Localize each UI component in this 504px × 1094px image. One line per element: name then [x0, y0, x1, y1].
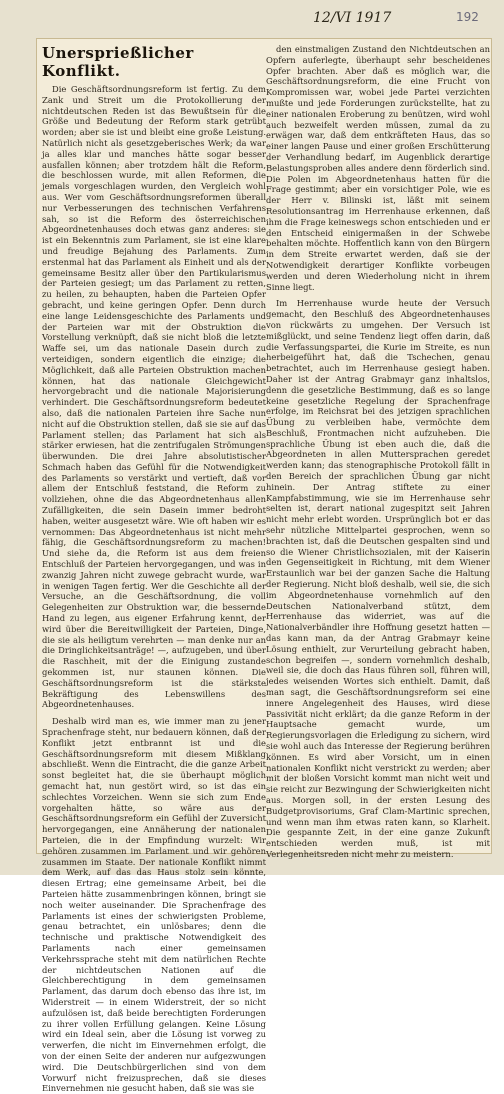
newspaper-clipping — [36, 38, 492, 1094]
article-column-left — [42, 44, 266, 1094]
page-number: 192 — [456, 10, 479, 24]
article-title: Unersprießlicher Konflikt. — [42, 44, 194, 80]
article-paragraph: Deshalb wird man es, wie immer man zu jener Sprachenfrage steht, nur bedauern können, daß der Konflikt jetzt entbrannt ist und die Geschäftsordnungsreform mit diesem Mißklang abschließt. Wenn die Eintracht, die die ganze Arbeit sonst begleitet hat, die sie überhaupt möglich gemacht hat, nun gestört wird, so ist das ein schlechtes Vorzeichen. Wenn sie sich zum Ende vorgehalten hätte, so wäre aus der Geschäftsordnungsreform ein Gefühl der Zuversicht hervorgegangen, eine Annäherung der nationalen Parteien, die in der Empfindung wurzelt: Wir gehören zusammen im Parlament und wir gehören zusammen im Staate. Der nationale Konflikt nimmt dem Werk, auf das das Haus stolz sein könnte, diesen Ertrag; eine gemeinsame Arbeit, bei die Parteien hätte zusammenbringen können, bringt sie noch weiter auseinander. Die Sprachenfrage des Parlaments ist eines der schwierigsten Probleme, genau betrachtet, ein unlösbares; denn die technische und praktische Notwendigkeit des Parlaments nach einer gemeinsamen Verkehrssprache steht mit dem natürlichen Rechte der nichtdeutschen Nationen auf die Gleichberechtigung in dem gemeinsamen Parlament, das darum doch ebenso das ihre ist, im Widerstreit — in einem Widerstreit, der so nicht aufzulösen ist, daß beide berechtigten Forderungen zu ihrer vollen Erfüllung gelangen. Keine Lösung wird ein Ideal sein, aber die Lösung ist vorweg zu verwerfen, die nicht im Einvernehmen erfolgt, die von der einen Seite der anderen nur aufgezwungen wird. Die Deutschbürgerlichen sind von dem Vorwurf nicht freizusprechen, daß sie dieses Einvernehmen nie gesucht haben, daß sie was sie — [42, 716, 266, 1094]
article-paragraph: Die Geschäftsordnungsreform ist fertig. Zu dem Zank und Streit um die Protokollierung der nichtdeutschen Reden ist das Bewußtsein für die Größe und Bedeutung der Reform stark getrübt worden; aber sie ist und bleibt eine große Leistung. Natürlich nicht als gesetzgeberisches Werk; da war ja alles klar und manches hätte sogar besser ausfallen können; aber trotzdem hält die Reform, die beschlossen wurde, mit allen Reformen, die jemals vorgeschlagen wurden, den Vergleich wohl aus. Wer vom Geschäftsordnungsreformen überall nur Verbesserungen des technischen Verfahrens sah, so ist die Reform des österreichischen Abgeordnetenhauses doch etwas ganz anderes: sie ist ein Bekenntnis zum Parlament, sie ist eine klare und freudige Bejahung des Parlaments. Zum erstenmal hat das Parlament als Einheit und als der gemeinsame Besitz aller über den Partikularismus der Parteien gesiegt; um das Parlament zu retten, zu heilen, zu behaupten, haben die Parteien Opfer gebracht, und keine geringen Opfer. Denn durch eine lange Leidensgeschichte des Parlaments und der Parteien war mit der Obstruktion die Vorstellung verknüpft, daß sie nicht bloß die letzte Waffe sei, um das nationale Dasein durch zu verteidigen, sondern eigentlich die einzige; die Möglichkeit, daß alle Parteien Obstruktion machen können, hat das nationale Gleichgewicht hervorgebracht und die nationale Majorisierung verhindert. Die Geschäftsordnungsreform bedeutet also, daß die nationalen Parteien ihre Sache nun nicht auf die Obstruktion stellen, daß sie sie auf das Parlament stellen; das Parlament hat sich als stärker erwiesen, hat die zentrifugalen Strömungen überwunden. Die drei Jahre absolutistischer Schmach haben das Gefühl für die Notwendigkeit des Parlaments so verstärkt und vertieft, daß vor allem der Entschluß feststand, die Reform zu vollziehen, ohne die das Abgeordnetenhaus allen Zufälligkeiten, die sein Dasein immer bedroht haben, weiter ausgesetzt wäre. Wie oft haben wir es vernommen: Das Abgeordnetenhaus ist nicht mehr fähig, die Geschäftsordnungsreform zu machen! Und siehe da, die Reform ist aus dem freien Entschluß der Parteien hervorgegangen, und was in zwanzig Jahren nicht zuwege gebracht wurde, war in wenigen Tagen fertig. Wer die Geschichte all der Versuche, an die Geschäftsordnung, die voll Gelegenheiten zur Obstruktion war, die bessernde Hand zu legen, aus eigener Erfahrung kennt, der wird über die Bereitwilligkeit der Parteien, Dinge, die sie als heiligtum verehrten — man denke nur an die Dringlichkeitsanträge! —, aufzugeben, und über die Raschheit, mit der die Einigung zustande gekommen ist, nur staunen können. Die Geschäftsordnungsreform ist die stärkste Bekräftigung des Lebenswillens des Abgeordnetenhauses. — [42, 84, 266, 710]
article-paragraph: Im Herrenhause wurde heute der Versuch gemacht, den Beschluß des Abgeordnetenhauses von rückwärts zu umgehen. Der Versuch ist mißglückt, und seine Tendenz liegt offen darin, daß die Verfassungspartei, die Kurie im Streite, es nun herbeigeführt hat, daß die Tschechen, genau betrachtet, auch im Herrenhause gesiegt haben. Daher ist der Antrag Grabmayr ganz inhaltslos, denn die gesetzliche Bestimmung, daß es so lange keine gesetzliche Regelung der Sprachenfrage erfolge, im Reichsrat bei des jetzigen sprachlichen Übung zu verbleiben habe, vermöchte dem Beschluß, Frontmachen nicht aufzuheben. Die sprachliche Übung ist eben auch die, daß die Abgeordneten in allen Muttersprachen geredet werden kann; das stenographische Protokoll fällt in den Bereich der sprachlichen Übung gar nicht hinein. Der Antrag stiftete zu einer Kampfabstimmung, wie sie im Herrenhause sehr selten ist, derart national zugespitzt seit Jahren nicht mehr erlebt worden. Ursprünglich bot er das sehr nützliche Mittelpartei gesprochen, wenn so brachten ist, daß die Deutschen gespalten sind und so die Wiener Christlichsozialen, mit der Kaiserin den Gegenseitigkeit in Richtung, mit dem Wiener Erstaunlich war bei der ganzen Sache die Haltung der Regierung. Nicht bloß deshalb, weil sie, die sich im Abgeordnetenhause vornehmlich auf den Deutschen Nationalverband stützt, dem Herrenhause das widerriet, was auf die Nationalverbändler ihre Hoffnung gesetzt hatten — das kann man, da der Antrag Grabmayr keine Lösung enthielt, zur Verurteilung gebracht haben, schon begreifen —, sondern vornehmlich deshalb, weil sie, die doch das Haus führen soll, führen will, jedes weisenden Wortes sich enthielt. Damit, daß man sagt, die Geschäftsordnungsreform sei eine innere Angelegenheit des Hauses, wird diese Passivität nicht erklärt; da die ganze Reform in der Hauptsache gemacht wurde, um Regierungsvorlagen die Erledigung zu sichern, wird sie wohl auch das Interesse der Regierung berühren können. Es wird aber Vorsicht, um in einen nationalen Konflikt nicht verstrickt zu werden; aber mit der bloßen Vorsicht kommt man nicht weit und sie reicht zur Bezwingung der Schwierigkeiten nicht aus. Morgen soll, in der ersten Lesung des Budgetprovisoriums, Graf Clam-Martinic sprechen, und wenn man ihm etwas raten kann, so Klarheit. Die gespannte Zeit, in der eine ganze Zukunft entschieden werden muß, ist mit Verlegenheitsreden nicht mehr zu meistern. — [266, 298, 491, 859]
handwritten-date: 12/VI 1917 — [313, 10, 392, 26]
article-paragraph: den einstmaligen Zustand den Nichtdeutschen an Opfern auferlegte, überhaupt sehr bescheidenes Opfer brachten. Aber daß es möglich war, die Geschäftsordnungsreform, die eine Frucht von Kompromissen war, wobei jede Partei verzichten mußte und jede Forderungen zurückstellte, hat zu einer nationalen Eroberung zu benützen, wird wohl auch bezweifelt werden müssen, zumal da zu erwägen war, daß dem entkräfteten Haus, das so einer langen Pause und einer großen Erschütterung der Verhandlung bedarf, im Augenblick derartige Belastungsproben alles andere denn förderlich sind. Die Polen im Abgeordnetenhaus hatten für die Frage gestimmt; aber ein vorsichtiger Pole, wie es der Herr v. Bilinski ist, läßt mit seinem Resolutionsantrag im Herrenhause erkennen, daß ihm die Frage keineswegs schon entschieden und er den Entscheid einigermaßen in der Schwebe behalten möchte. Hoffentlich kann von den Bürgern in dem Streite erwartet werden, daß sie der Notwendigkeit derartiger Konflikte vorbeugen werden und deren Wiederholung nicht in ihrem Sinne liegt. — [266, 44, 490, 292]
article-column-right — [266, 44, 491, 859]
